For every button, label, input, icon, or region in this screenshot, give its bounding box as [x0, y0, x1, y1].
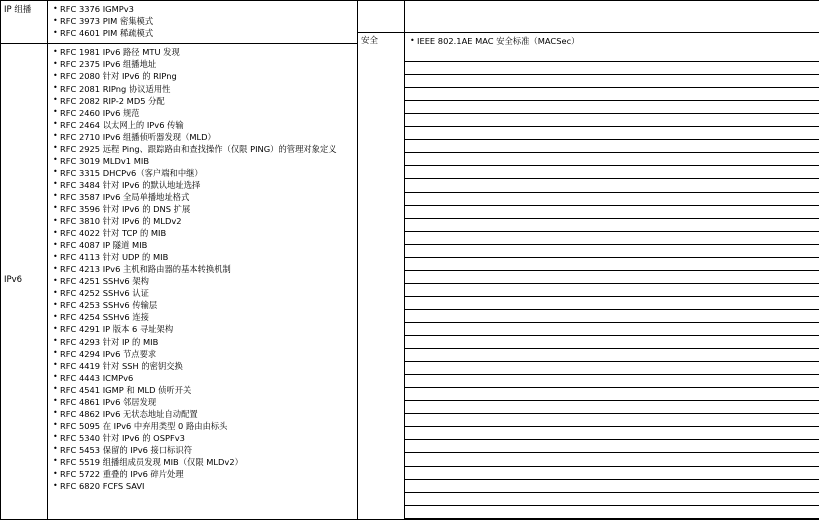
table-row: [405, 88, 819, 101]
list-item: • RFC 2460 IPv6 规范: [52, 107, 355, 119]
category-label-ip-multicast: IP 组播: [1, 1, 47, 18]
table-row: [405, 414, 819, 427]
list-item: • IEEE 802.1AE MAC 安全标准（MACSec）: [409, 35, 817, 47]
list-item: • RFC 5519 组播组成员发现 MIB（仅限 MLDv2）: [52, 456, 355, 468]
list-item: • RFC 4293 针对 IP 的 MIB: [52, 336, 355, 348]
table-row: [405, 362, 819, 375]
category-label-security: 安全: [358, 33, 404, 49]
table-row: [405, 114, 819, 127]
list-item: • RFC 5453 保留的 IPv6 接口标识符: [52, 444, 355, 456]
list-item: • RFC 4113 针对 UDP 的 MIB: [52, 251, 355, 263]
list-item: • RFC 4541 IGMP 和 MLD 侦听开关: [52, 384, 355, 396]
table-row: [405, 480, 819, 493]
table-row: [405, 75, 819, 88]
table-row: [405, 284, 819, 297]
table-row: [405, 193, 819, 206]
category-cell-security-column: [358, 1, 405, 520]
list-item: • RFC 3973 PIM 密集模式: [52, 15, 355, 27]
table-row: [405, 153, 819, 166]
category-label-ipv6-text: IPv6: [4, 275, 22, 285]
list-item: • RFC 3484 针对 IPv6 的默认地址选择: [52, 179, 355, 191]
table-row: [405, 101, 819, 114]
list-item: • RFC 3810 针对 IPv6 的 MLDv2: [52, 215, 355, 227]
table-row: [405, 271, 819, 284]
table-row: [405, 336, 819, 349]
list-item: • RFC 4291 IP 版本 6 寻址架构: [52, 323, 355, 335]
list-item: • RFC 4419 针对 SSH 的密钥交换: [52, 360, 355, 372]
list-item: • RFC 4601 PIM 稀疏模式: [52, 27, 355, 39]
list-item: • RFC 4862 IPv6 无状态地址自动配置: [52, 408, 355, 420]
list-item: • RFC 4294 IPv6 节点要求: [52, 348, 355, 360]
list-item: • RFC 3587 IPv6 全局单播地址格式: [52, 191, 355, 203]
rfc-list-ip-multicast: [48, 1, 357, 41]
items-cell-ip-multicast: [48, 1, 358, 44]
table-row: [405, 297, 819, 310]
list-item: • RFC 2082 RIP-2 MD5 分配: [52, 95, 355, 107]
table-row: [405, 375, 819, 388]
table-row: [405, 467, 819, 480]
list-item: • RFC 4253 SSHv6 传输层: [52, 299, 355, 311]
list-item: • RFC 2080 针对 IPv6 的 RIPng: [52, 70, 355, 82]
items-cell-ipv6: [48, 44, 358, 519]
table-row: [405, 453, 819, 466]
list-item: • RFC 3019 MLDv1 MIB: [52, 155, 355, 167]
list-item: • RFC 3315 DHCPv6（客户端和中继）: [52, 167, 355, 179]
table-row: [405, 310, 819, 323]
rfc-list-security: [409, 35, 817, 47]
list-item: • RFC 5340 针对 IPv6 的 OSPFv3: [52, 432, 355, 444]
list-item: • RFC 3596 针对 IPv6 的 DNS 扩展: [52, 203, 355, 215]
table-row: [405, 440, 819, 453]
table-row: [405, 493, 819, 506]
list-item: • RFC 4252 SSHv6 认证: [52, 287, 355, 299]
list-item: • RFC 6820 FCFS SAVI: [52, 480, 355, 492]
security-items-container: [405, 33, 819, 49]
list-item: • RFC 4022 针对 TCP 的 MIB: [52, 227, 355, 239]
list-item: • RFC 5722 重叠的 IPv6 碎片处理: [52, 468, 355, 480]
table-row: [405, 427, 819, 440]
list-item: • RFC 4443 ICMPv6: [52, 372, 355, 384]
table-row: [405, 245, 819, 258]
list-item: • RFC 1981 IPv6 路径 MTU 发现: [52, 46, 355, 58]
list-item: • RFC 4087 IP 隧道 MIB: [52, 239, 355, 251]
items-cell-security-column: [405, 1, 819, 520]
list-item: • RFC 2375 IPv6 组播地址: [52, 58, 355, 70]
table-row: [405, 127, 819, 140]
rfc-list-ipv6: [48, 44, 357, 494]
list-item: • RFC 4251 SSHv6 架构: [52, 275, 355, 287]
table-row: [405, 401, 819, 414]
list-item: • RFC 2081 RIPng 协议适用性: [52, 83, 355, 95]
list-item: • RFC 2464 以太网上的 IPv6 传输: [52, 119, 355, 131]
category-cell-ip-multicast: [1, 1, 48, 44]
list-item: • RFC 5095 在 IPv6 中弃用类型 0 路由由标头: [52, 420, 355, 432]
table-row: [405, 219, 819, 232]
table-row: [405, 140, 819, 153]
table-row: [405, 349, 819, 362]
list-item: • RFC 4861 IPv6 邻居发现: [52, 396, 355, 408]
table-row: [405, 166, 819, 179]
category-cell-ipv6: [1, 44, 48, 519]
table-row: [405, 179, 819, 192]
table-row: [405, 388, 819, 401]
list-item: • RFC 2710 IPv6 组播侦听器发现（MLD）: [52, 131, 355, 143]
table-row: [405, 62, 819, 75]
table-row-ip-multicast: [1, 1, 819, 44]
table-row: [405, 323, 819, 336]
list-item: • RFC 4213 IPv6 主机和路由器的基本转换机制: [52, 263, 355, 275]
list-item: • RFC 2925 远程 Ping、跟踪路由和查找操作（仅限 PING）的管理对象定义: [52, 143, 355, 155]
table-row: [405, 206, 819, 219]
list-item: • RFC 4254 SSHv6 连接: [52, 311, 355, 323]
list-item: • RFC 3376 IGMPv3: [52, 3, 355, 15]
category-label-ipv6: [1, 44, 47, 288]
table-row: [405, 232, 819, 245]
table-row: [405, 506, 819, 519]
table-row: [405, 49, 819, 62]
table-row: [405, 258, 819, 271]
empty-rows-container: [405, 49, 819, 519]
